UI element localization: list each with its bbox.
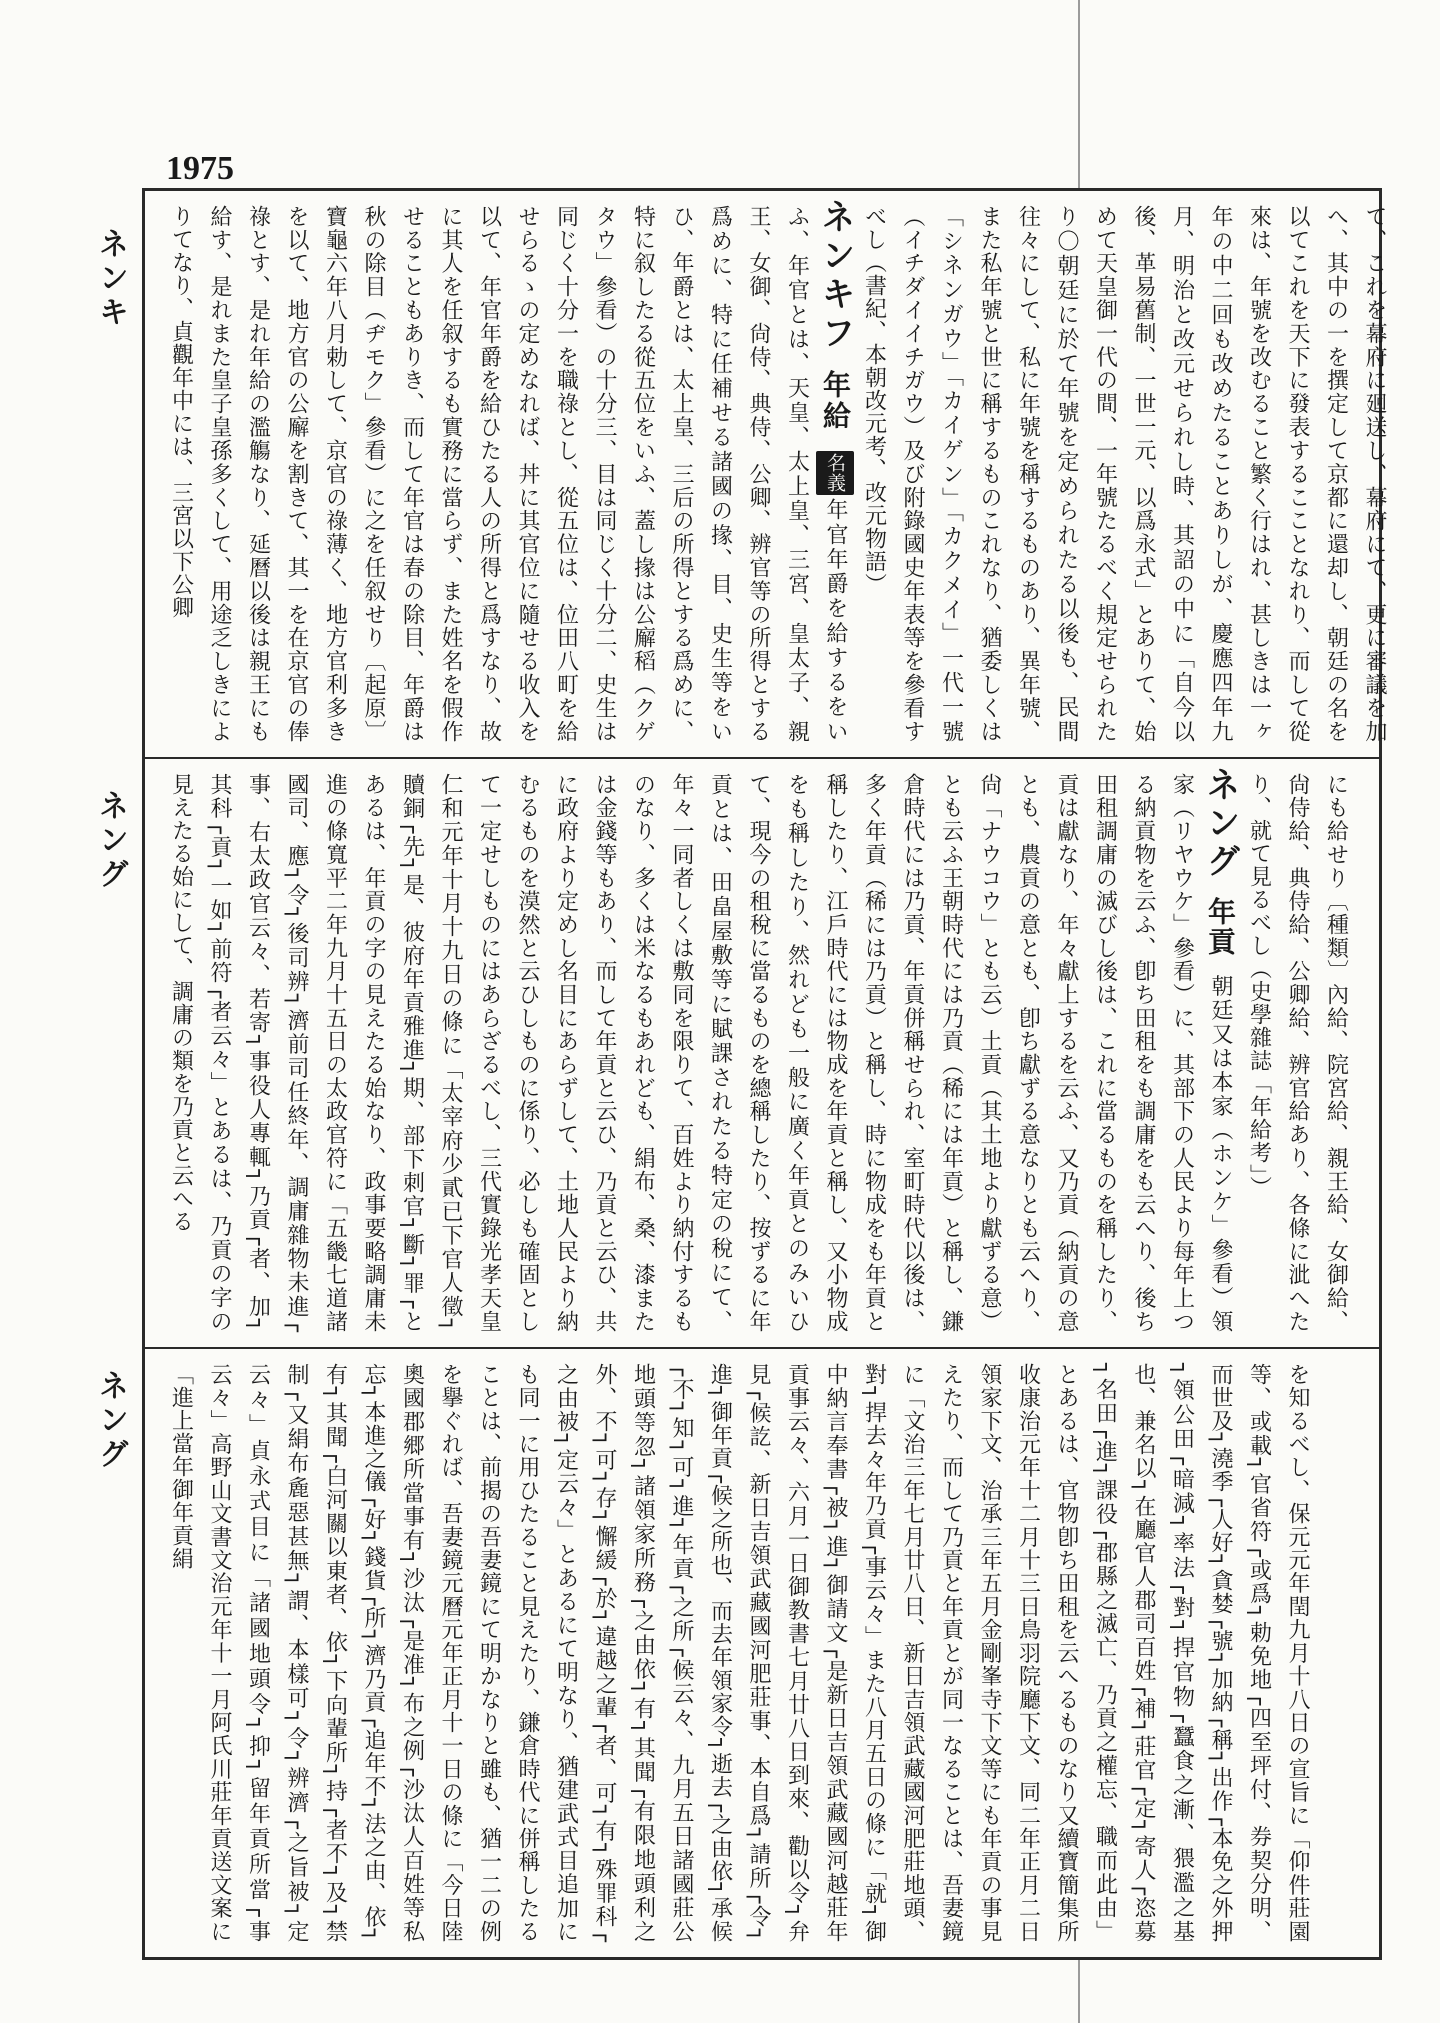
section-nengu-continued	[145, 1349, 1379, 1957]
headword-reading: 年貢	[1204, 896, 1237, 957]
side-label-nengu-2: ネング	[93, 1370, 128, 1472]
side-label-nengu: ネング	[93, 790, 128, 892]
paragraph: にも給せり〔種類〕內給、院宮給、親王給、女御給、尙侍給、典侍給、公卿給、辨官給あり、各條に泚へたり、就て見るべし（史學雜誌「年給考」）	[1246, 773, 1349, 1333]
text-column	[145, 191, 1409, 757]
category-tag: 名義	[816, 451, 855, 495]
paragraph: て、これを幕府に廻送し、幕府にて、更に審議を加へ、其中の一を撰定して京都に還却し、朝廷の名を以てこれを天下に發表するこことなれり、而して從來は、年號を改むること繁く行はれ、甚しきは一ヶ年の中二回も改めたることありしが、慶應四年九月、明治と改元せられし時、其詔の中に「自今以後、革易舊制、一世一元、以爲永式」とありて、始めて天皇御一代の間、一年號たるべく規定せられたり〇朝廷に於て年號を定められたる以後も、民間往々にして、私に年號を稱するものあり、異年號、また私年號と世に稱するものこれなり、猶委しくは「シネンガウ」「カイゲン」「カクメイ」一代一號（イチダイイチガウ）及び附錄國史年表等を參看すべし（書紀、本朝改元考、改元物語）	[861, 205, 1387, 743]
text-column	[145, 1349, 1332, 1957]
dictionary-frame	[142, 188, 1387, 1960]
paragraph: 朝廷又は本家（ホンケ」參看）領家（リヤウケ」參看）に、其部下の人民より每年上つる納貢物を云ふ、卽ち田租をも調庸をも云へり、後ち田租調庸の滅びし後は、これに當るものを稱したり、貢は獻なり、年々獻上するを云ふ、又乃貢（納貢の意とも、農貢の意とも、卽ち獻ずる意なりとも云へり、尙「ナウコウ」とも云）土貢（其土地より獻ずる意）とも云ふ王朝時代には乃貢（稀には年貢）と稱し、鎌倉時代には乃貢、年貢併稱せられ、室町時代以後は、多く年貢（稀には乃貢）と稱し、時に物成をも年貢と稱したり、江戶時代には物成を年貢と稱し、又小物成をも稱したり、然れども一般に廣く年貢とのみいひて、現今の租稅に當るものを總稱したり、按ずるに年貢とは、田畠屋敷等に賦課されたる特定の稅にて、年々一同者しくは敷同を限りて、百姓より納付するものなり、多くは米なるもあれども、絹布、桑、漆または金錢等もあり、而して年貢と云ひ、乃貢と云ひ、共に政府より定めし名目にあらずして、土地人民より納むるものを漠然と云ひしものに係り、必しも確固として一定せしものにはあらざるべし、三代實錄光孝天皇仁和元年十月十九日の條に「太宰府少貳已下官人徵┐贖銅┌先┐是、彼府年貢雅進┐期、部下刺官┐斷┐罪┌とあるは、年貢の字の見えたる始なり、政事要略調庸未進の條寬平二年九月十五日の太政官符に「五畿七道諸國司、應┐令┐後司辨┐濟前司任終年、調庸雜物未進┌事、右太政官云々、若寄┐事役人專輒┐乃貢┌者、加┐其科┌貢┐一如┐前符┌者云々」とあるは、乃貢の字の見えたる始にして、調庸の類を乃貢と云へる	[168, 773, 1233, 1334]
headword: ネング	[1200, 767, 1240, 881]
section-nenkifu	[145, 191, 1387, 759]
text-column	[145, 759, 1371, 1347]
paragraph: 年官年爵を給するをいふ、年官とは、天皇、太上皇、三宮、皇太子、親王、女御、尙侍、典侍、公卿、辨官等の所得とする爲めに、特に任補せる諸國の掾、目、史生等をいひ、年爵とは、太上皇、三后の所得とする爲めに、特に叙したる從五位をいふ、蓋し掾は公廨稻（クゲタウ」參看）の十分三、目は同じく十分二、史生は同じく十分一を職祿とし、從五位は、位田八町を給せらるゝの定めなれば、丼に其官位に隨せる收入を以て、年官年爵を給ひたる人の所得と爲すなり、故に其人を任叙するも實務に當らず、また姓名を假作せることもありき、而して年官は春の除目、年爵は秋の除目（ヂモク」參看）に之を任叙せり〔起原〕寶龜六年八月勅して、京官の祿薄く、地方官利多きを以て、地方官の公廨を割きて、其一を在京官の俸祿とす、是れ年給の濫觴なり、延曆以後は親王にも給す、是れまた皇子皇孫多くして、用途乏しきによりてなり、貞觀年中には、三宮以下公卿	[168, 205, 848, 743]
headword: ネンキフ	[815, 199, 855, 354]
section-nengu	[145, 759, 1379, 1349]
headword-reading: 年給	[819, 369, 852, 431]
paragraph: を知るべし、保元元年閏九月十八日の宣旨に「仰件莊園等、或載┐官省符┌或爲┐勅免地┌四至坪付、券契分明、而世及┐澆季┌人好┐貪婪┌號┐加納┌稱┐出作┌本免之外押┐領公田┌暗減┐率法┌對┐捍官物┌蠶食之漸、猥濫之基也、兼名以┐在廳官人郡司百姓┌補┐莊官┌定┐寄人┌恣募┐名田┌進┐課役┌郡縣之滅亡、乃貢之權忘、職而此由」とあるは、官物卽ち田租を云へるものなり又續寶簡集所收康治元年十二月十三日鳥羽院廳下文、同二年正月二日領家下文、治承三年五月金剛峯寺下文等にも年貢の事見えたり、而して乃貢と年貢とが同一なることは、吾妻鏡に「文治三年七月廿八日、新日吉領武藏國河肥莊地頭、對┐捍去々年乃貢┌事云々」また八月五日の條に「就┐御中納言奉書┌被┐進┐御請文┌是新日吉領武藏國河越莊年貢事云々、六月一日御教書七月廿八日到來、勸以令┐弁見┌候訖、新日吉領武藏國河肥莊事、本自爲┐請所┌令┐進┐御年貢┌候之所也、而去年領家令┐逝去┌之由依┐承候┌不┐知┐可┐進┐年貢┌之所┌候云々、九月五日諸國莊公地頭等忽┐諸領家所務┌之由依┐有┐其聞┌有限地頭利之外、不┐可┐存┐懈緩┌於┐違越之輩┌者、可┐有┐殊罪科┌之由被┐定云々」とあるにて明なり、猶建武式目追加にも同一に用ひたること見えたり、鎌倉時代に併稱したることは、前揭の吾妻鏡にて明かなりと雖も、猶一二の例を擧ぐれば、吾妻鏡元曆元年正月十一日の條に「今日陸奧國郡郷所當事有┐沙汰┌是准┐布之例┌沙汰人百姓等私忘┐本進之儀┌好┐錢貨┌所┐濟乃貢┌追年不┐法之由、依┐有┐其聞┌白河關以東者、依┐下向輩所┐持┌者不┐及┐禁制┌又絹布麁惡甚無┐謂、本樣可┐令┐辨濟┌之旨被┐定云々」貞永式目に「諸國地頭令┐抑┐留年貢所當┌事云々」高野山文書文治元年十一月阿氏川莊年貢送文案に「進上當年御年貢絹	[168, 1363, 1310, 1943]
page-number: 1975	[166, 150, 234, 187]
side-label-nenki: ネンキ	[93, 228, 128, 330]
